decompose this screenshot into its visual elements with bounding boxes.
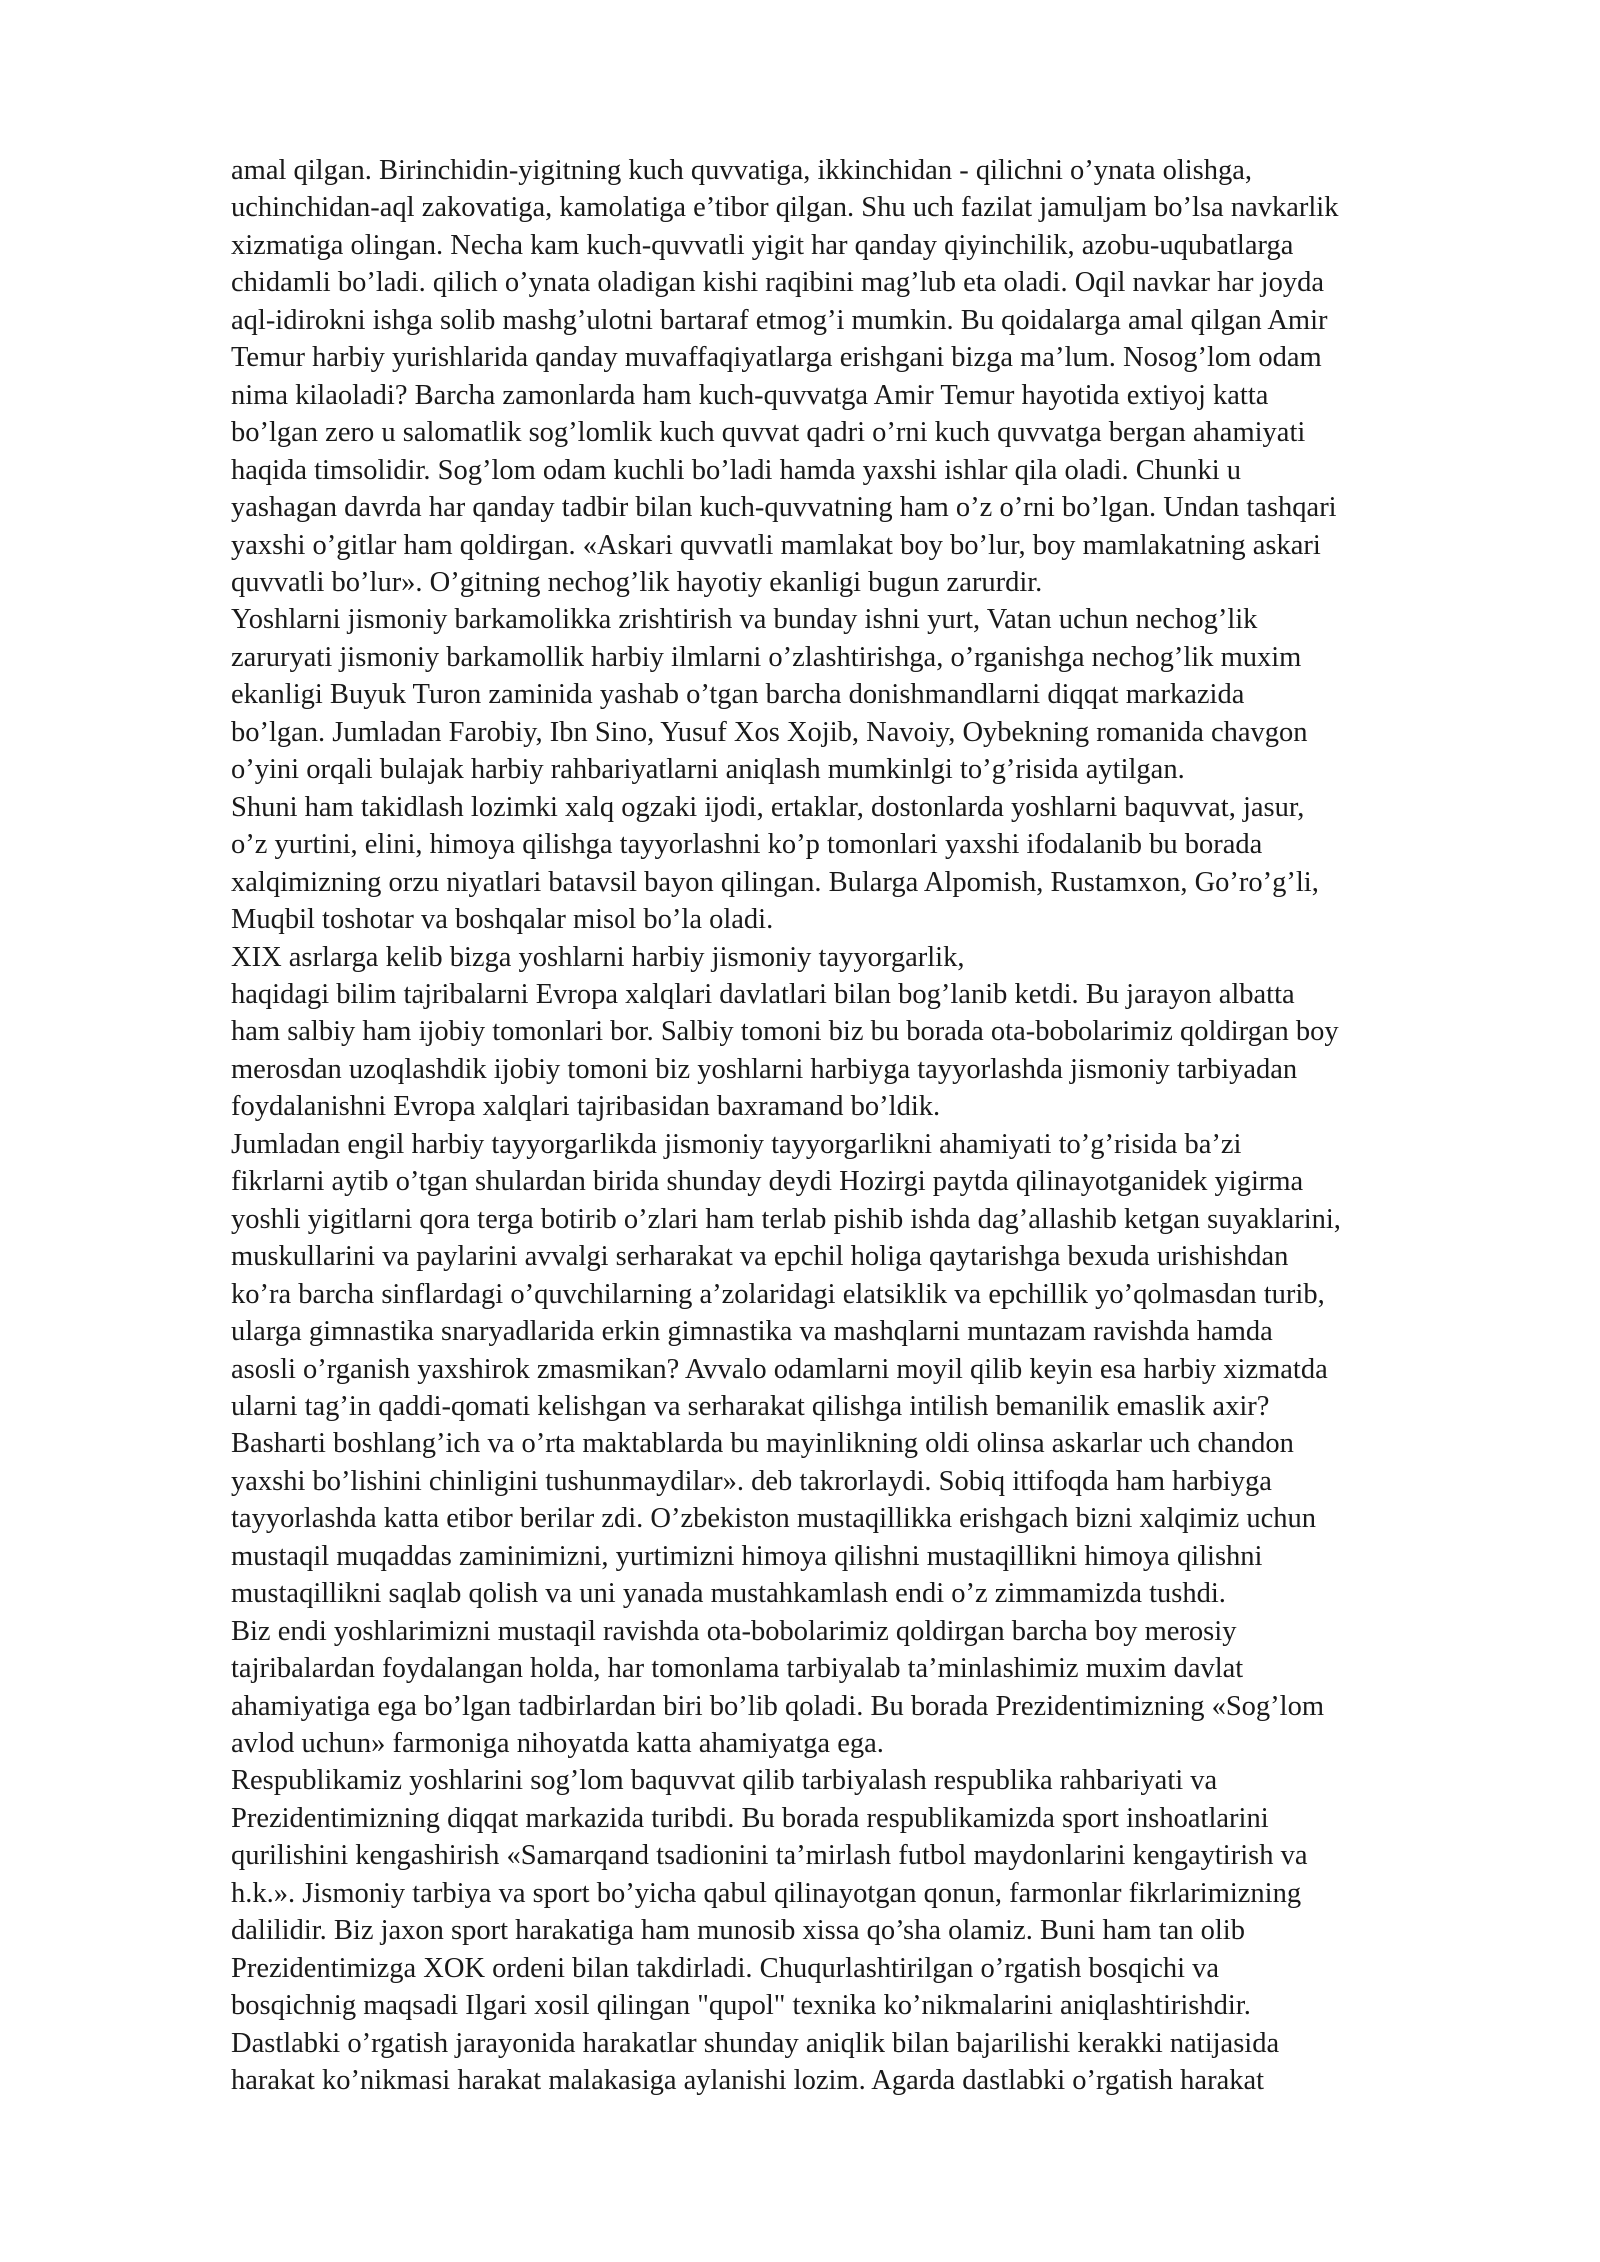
text-line: yaxshi bo’lishini chinligini tushunmaydilar». deb takrorlaydi. Sobiq ittifoqda ham harbiyga — [231, 1465, 1272, 1497]
document-page — [231, 152, 1531, 2100]
text-line: ularga gimnastika snaryadlarida erkin gimnastika va mashqlarni muntazam ravishda hamda — [231, 1316, 1273, 1348]
text-line: merosdan uzoqlashdik ijobiy tomoni biz yoshlarni harbiyga tayyorlashda jismoniy tarbiyadan — [231, 1053, 1298, 1085]
text-line: mustaqil muqaddas zaminimizni, yurtimizni himoya qilishni mustaqillikni himoya qilishni — [231, 1540, 1263, 1572]
text-line: Prezidentimizning diqqat markazida turibdi. Bu borada respublikamizda sport inshoatlarini — [231, 1802, 1269, 1834]
text-line: qurilishini kengashirish «Samarqand tsadionini ta’mirlash futbol maydonlarini kengaytirish va — [231, 1840, 1308, 1872]
text-line: nima kilaoladi? Barcha zamonlarda ham kuch-quvvatga Amir Temur hayotida extiyoj katta — [231, 379, 1269, 411]
text-line: ekanligi Buyuk Turon zaminida yashab o’tgan barcha donishmandlarni diqqat markazida — [231, 679, 1245, 711]
text-line: ham salbiy ham ijobiy tomonlari bor. Salbiy tomoni biz bu borada ota-bobolarimiz qoldirgan boy — [231, 1016, 1339, 1048]
text-line: Temur harbiy yurishlarida qanday muvaffaqiyatlarga erishgani bizga ma’lum. Nosog’lom odam — [231, 342, 1322, 374]
text-line: ahamiyatiga ega bo’lgan tadbirlardan biri bo’lib qoladi. Bu borada Prezidentimizning «Sog’lom — [231, 1690, 1325, 1722]
text-line: haqida timsolidir. Sog’lom odam kuchli bo’ladi hamda yaxshi ishlar qila oladi. Chunki u — [231, 454, 1242, 486]
text-line: mustaqillikni saqlab qolish va uni yanada mustahkamlash endi o’z zimmamizda tushdi. — [231, 1578, 1226, 1610]
text-line: yashagan davrda har qanday tadbir bilan kuch-quvvatning ham o’z o’rni bo’lgan. Undan tashqari — [231, 492, 1337, 524]
text-line: Jumladan engil harbiy tayyorgarlikda jismoniy tayyorgarlikni ahamiyati to’g’risida ba’zi — [231, 1128, 1242, 1160]
text-line: amal qilgan. Birinchidin-yigitning kuch quvvatiga, ikkinchidan - qilichni o’ynata olishga, — [231, 155, 1253, 186]
text-line: avlod uchun» farmoniga nihoyatda katta ahamiyatga ega. — [231, 1728, 884, 1760]
document-body-text — [231, 152, 1531, 2100]
text-line: muskullarini va paylarini avvalgi serharakat va epchil holiga qaytarishga bexuda urishishdan — [231, 1241, 1289, 1273]
text-line: bosqichnig maqsadi Ilgari xosil qilingan "qupol" texnika ko’nikmalarini aniqlashtirishdir. — [231, 1990, 1251, 2022]
text-line: bo’lgan. Jumladan Farobiy, Ibn Sino, Yusuf Xos Xojib, Navoiy, Oybekning romanida chavgon — [231, 716, 1308, 748]
text-line: tajribalardan foydalangan holda, har tomonlama tarbiyalab ta’minlashimiz muxim davlat — [231, 1653, 1244, 1685]
text-line: bo’lgan zero u salomatlik sog’lomlik kuch quvvat qadri o’rni kuch quvvatga bergan ahamiyati — [231, 417, 1306, 449]
text-line: haqidagi bilim tajribalarni Evropa xalqlari davlatlari bilan bog’lanib ketdi. Bu jarayon albatta — [231, 978, 1295, 1010]
text-line: xalqimizning orzu niyatlari batavsil bayon qilingan. Bularga Alpomish, Rustamxon, Go’ro’g’li, — [231, 866, 1319, 898]
text-line: harakat ko’nikmasi harakat malakasiga aylanishi lozim. Agarda dastlabki o’rgatish harakat — [231, 2065, 1265, 2097]
text-line: zaruryati jismoniy barkamollik harbiy ilmlarni o’zlashtirishga, o’rganishga nechog’lik muxim — [231, 641, 1302, 673]
text-line: Dastlabki o’rgatish jarayonida harakatlar shunday aniqlik bilan bajarilishi kerakki natijasida — [231, 2027, 1280, 2059]
text-line: ularni tag’in qaddi-qomati kelishgan va serharakat qilishga intilish bemanilik emaslik axir? — [231, 1390, 1270, 1422]
text-line: Muqbil toshotar va boshqalar misol bo’la oladi. — [231, 904, 774, 936]
text-line: XIX asrlarga kelib bizga yoshlarni harbiy jismoniy tayyorgarlik, — [231, 941, 965, 973]
text-line: Respublikamiz yoshlarini sog’lom baquvvat qilib tarbiyalash respublika rahbariyati va — [231, 1765, 1218, 1797]
text-line: Shuni ham takidlash lozimki xalq ogzaki ijodi, ertaklar, dostonlarda yoshlarni baquvvat, jasur, — [231, 791, 1305, 823]
text-line: yaxshi o’gitlar ham qoldirgan. «Askari quvvatli mamlakat boy bo’lur, boy mamlakatning askari — [231, 529, 1321, 561]
text-line: o’z yurtini, elini, himoya qilishga tayyorlashni ko’p tomonlari yaxshi ifodalanib bu borada — [231, 829, 1263, 861]
text-line: foydalanishni Evropa xalqlari tajribasidan baxramand bo’ldik. — [231, 1091, 941, 1123]
text-line: xizmatiga olingan. Necha kam kuch-quvvatli yigit har qanday qiyinchilik, azobu-uqubatlarga — [231, 229, 1294, 261]
text-line: aql-idirokni ishga solib mashg’ulotni bartaraf etmog’i mumkin. Bu qoidalarga amal qilgan Amir — [231, 304, 1328, 336]
text-line: Basharti boshlang’ich va o’rta maktablarda bu mayinlikning oldi olinsa askarlar uch chandon — [231, 1428, 1294, 1460]
text-line: tayyorlashda katta etibor berilar zdi. O’zbekiston mustaqillikka erishgach bizni xalqimiz uchun — [231, 1503, 1317, 1535]
text-line: uchinchidan-aql zakovatiga, kamolatiga e’tibor qilgan. Shu uch fazilat jamuljam bo’lsa navkarlik — [231, 192, 1339, 224]
text-line: o’yini orqali bulajak harbiy rahbariyatlarni aniqlash mumkinlgi to’g’risida aytilgan. — [231, 754, 1185, 786]
text-line: asosli o’rganish yaxshirok zmasmikan? Avvalo odamlarni moyil qilib keyin esa harbiy xizmatda — [231, 1353, 1328, 1385]
text-line: dalilidir. Biz jaxon sport harakatiga ham munosib xissa qo’sha olamiz. Buni ham tan olib — [231, 1915, 1245, 1947]
text-line: quvvatli bo’lur». O’gitning nechog’lik hayotiy ekanligi bugun zarurdir. — [231, 566, 1043, 598]
text-line: Yoshlarni jismoniy barkamolikka zrishtirish va bunday ishni yurt, Vatan uchun nechog’lik — [231, 604, 1258, 636]
text-line: yoshli yigitlarni qora terga botirib o’zlari ham terlab pishib ishda dag’allashib ketgan suyaklarini, — [231, 1203, 1341, 1235]
text-line: ko’ra barcha sinflardagi o’quvchilarning a’zolaridagi elatsiklik va epchillik yo’qolmasdan turib, — [231, 1278, 1325, 1310]
text-line: Biz endi yoshlarimizni mustaqil ravishda ota-bobolarimiz qoldirgan barcha boy merosiy — [231, 1615, 1237, 1647]
text-line: fikrlarni aytib o’tgan shulardan birida shunday deydi Hozirgi paytda qilinayotganidek yigirma — [231, 1166, 1304, 1198]
text-line: h.k.». Jismoniy tarbiya va sport bo’yicha qabul qilinayotgan qonun, farmonlar fikrlarimizning — [231, 1877, 1302, 1909]
text-line: Prezidentimizga XOK ordeni bilan takdirladi. Chuqurlashtirilgan o’rgatish bosqichi va — [231, 1952, 1220, 1984]
text-line: chidamli bo’ladi. qilich o’ynata oladigan kishi raqibini mag’lub eta oladi. Oqil navkar har joyda — [231, 267, 1324, 299]
